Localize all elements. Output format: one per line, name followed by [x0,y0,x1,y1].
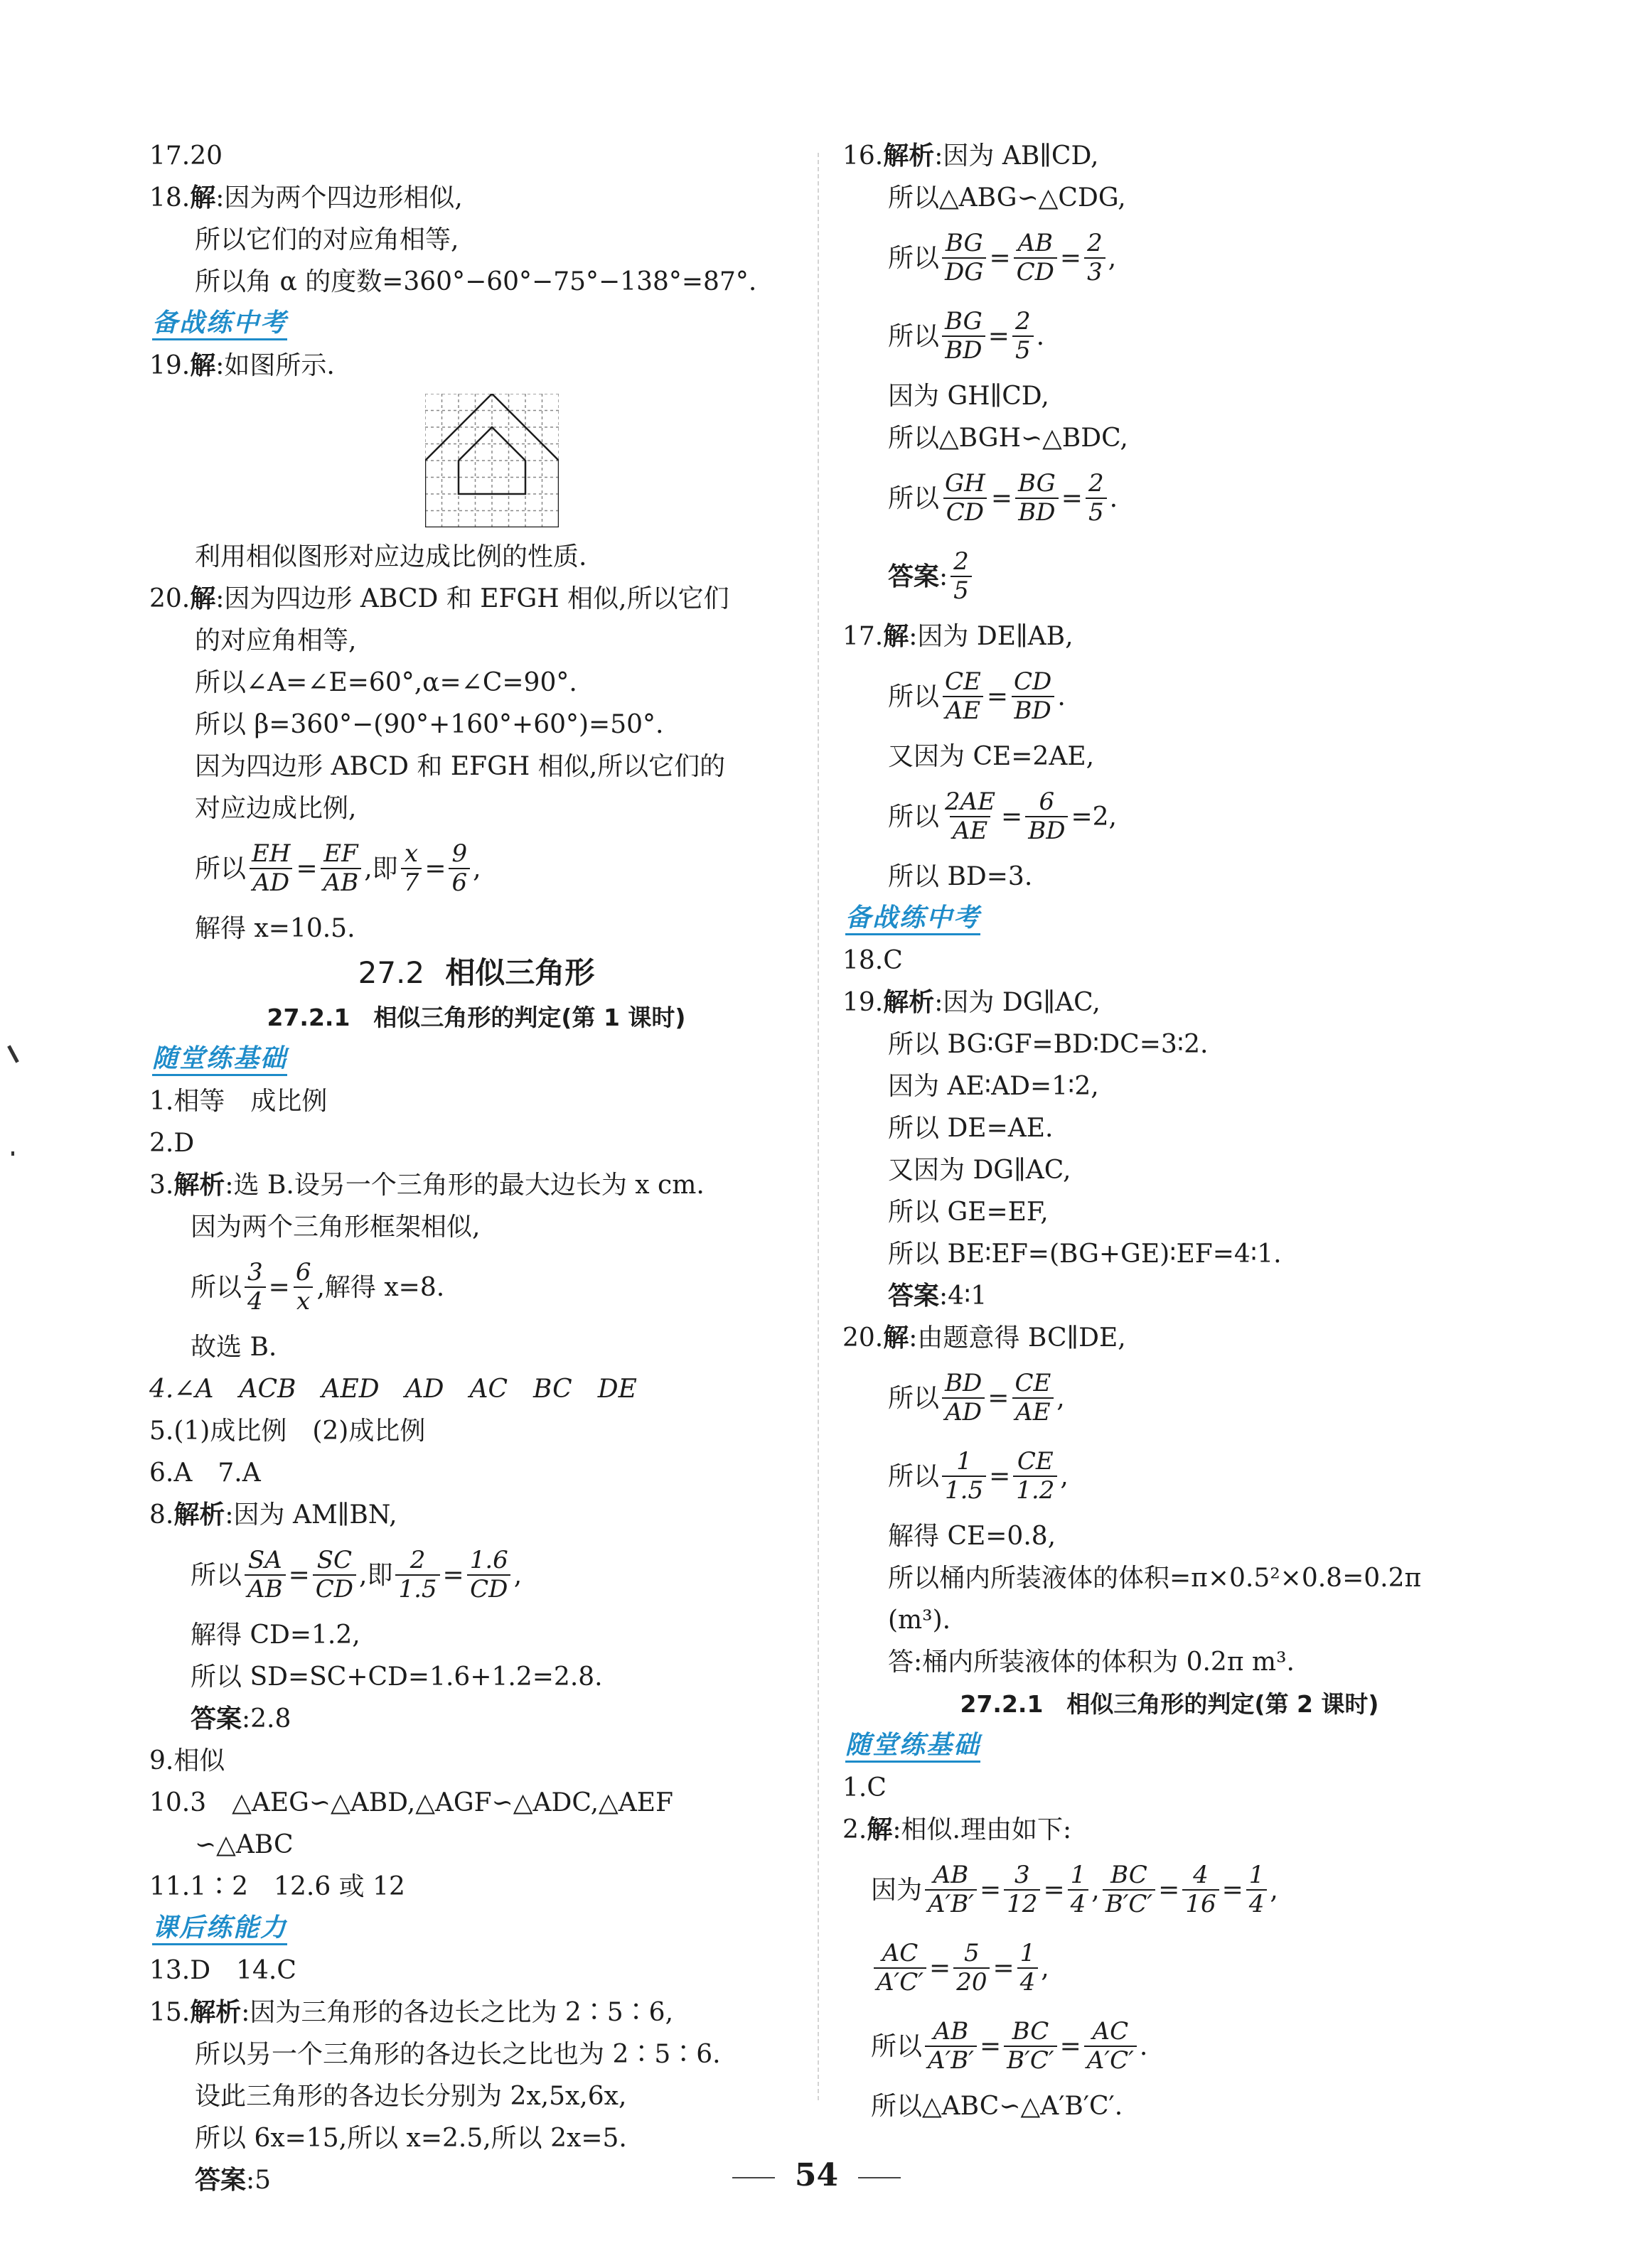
answer-18-line3: 所以角 α 的度数=360°−60°−75°−138°=87°. [195,267,757,296]
answer-r16-line6: 所以△BGH∽△BDC, [888,424,1128,453]
fraction: $\frac{GH}{CD}$ [942,470,988,527]
answer-r16-proportion1: 所以 $\frac{BG}{DG}$ = $\frac{AB}{CD}$ = $\frac{2}{3}$ , [888,228,1117,286]
question-8: 8.解析:因为 AM∥BN, [149,1500,397,1530]
answer-18: 18.解:因为两个四边形相似, [149,183,463,213]
question-10-line2: ∽△ABC [195,1830,294,1859]
question-15-line4: 所以 6x=15,所以 x=2.5,所以 2x=5. [195,2124,627,2153]
fraction: $\frac{2}{5}$ [1012,308,1034,365]
section-heading-basic: 随堂练基础 [152,1044,287,1076]
fraction: $\frac{1}{1.5}$ [942,1448,986,1505]
answer-r17: 17.解:因为 DE∥AB, [842,622,1074,651]
answer-20-line3: 所以∠A=∠E=60°,α=∠C=90°. [195,668,577,697]
question-8-line4: 所以 SD=SC+CD=1.6+1.2=2.8. [191,1662,603,1692]
question-8-line3: 解得 CD=1.2, [191,1621,360,1650]
answer-r19-line3: 因为 AE∶AD=1∶2, [888,1072,1099,1101]
fraction: $\frac{SA}{AB}$ [245,1547,286,1603]
answer-r19-answer: 答案:4∶1 [888,1281,987,1311]
question-15-line3: 设此三角形的各边长分别为 2x,5x,6x, [195,2082,627,2111]
answer-r17-line3: 又因为 CE=2AE, [888,742,1095,771]
answer-r19-line7: 所以 BE∶EF=(BG+GE)∶EF=4∶1. [888,1240,1282,1269]
fraction: $\frac{BD}{AD}$ [942,1370,985,1426]
fraction: $\frac{EH}{AD}$ [249,840,293,897]
question-s1: 1.C [842,1773,887,1802]
question-3-proportion: 所以 $\frac{3}{4}$ = $\frac{6}{x}$ ,解得 x=8. [191,1257,445,1316]
fraction: $\frac{AC}{A'C'}$ [874,1940,926,1996]
question-1: 1.相等 成比例 [149,1087,328,1116]
answer-20-line5: 因为四边形 ABCD 和 EFGH 相似,所以它们的 [195,752,726,781]
fraction: $\frac{6}{BD}$ [1025,788,1068,845]
fraction: $\frac{CE}{1.2}$ [1013,1448,1057,1505]
similar-pentagon-figure [425,394,559,527]
fraction: $\frac{BC}{B'C'}$ [1004,2018,1056,2075]
answer-r20: 20.解:由题意得 BC∥DE, [842,1323,1126,1353]
answer-r16-line5: 因为 GH∥CD, [888,382,1049,411]
scan-mark [7,1045,19,1063]
fraction: $\frac{2AE}{AE}$ [945,787,996,845]
fraction: $\frac{AB}{CD}$ [1014,230,1057,286]
fraction: $\frac{AB}{A'B'}$ [925,1861,977,1918]
question-3: 3.解析:选 B.设另一个三角形的最大边长为 x cm. [149,1171,705,1200]
answer-r16-answer: 答案 : $\frac{2}{5}$ [842,537,1497,616]
answer-r17-result: 所以 BD=3. [888,862,1033,891]
question-6-7: 6.A 7.A [149,1458,261,1488]
answer-r20-line7: 答:桶内所装液体的体积为 0.2π m³. [888,1648,1295,1677]
answer-19-note: 利用相似图形对应边成比例的性质. [195,542,587,571]
column-divider [818,153,819,2100]
fraction: $\frac{3}{12}$ [1004,1861,1040,1918]
answer-20: 20.解:因为四边形 ABCD 和 EFGH 相似,所以它们 [149,584,729,613]
fraction: $\frac{AC}{A'C'}$ [1084,2018,1137,2075]
question-9: 9.相似 [149,1746,225,1775]
answer-r20-line5: 所以桶内所装液体的体积=π×0.5²×0.8=0.2π [888,1564,1422,1593]
fraction: $\frac{BG}{BD}$ [942,308,985,365]
lesson-heading-2: 27.2.1 相似三角形的判定(第 2 课时) [960,1690,1379,1718]
question-s2-conclusion-ratios: 所以 $\frac{AB}{A'B'}$ = $\frac{BC}{B'C'}$ = $\frac{AC}{A'C'}$ . [871,2016,1148,2075]
chapter-heading: 27.2 相似三角形 [358,955,595,990]
fraction: $\frac{5}{20}$ [953,1940,990,1996]
answer-r17-proportion2: 所以 $\frac{2AE}{AE}$ = $\frac{6}{BD}$ =2, [888,787,1117,845]
question-15-line2: 所以另一个三角形的各边长之比也为 2∶5∶6. [195,2040,721,2069]
fraction: $\frac{CD}{BD}$ [1011,668,1054,725]
fraction: $\frac{2}{1.5}$ [395,1547,439,1603]
section-heading-exam: 备战练中考 [152,308,287,340]
fraction: $\frac{4}{16}$ [1182,1861,1219,1918]
answer-r19-line6: 所以 GE=EF, [888,1198,1049,1227]
answer-20-proportion: 所以 $\frac{EH}{AD}$ = $\frac{EF}{AB}$ ,即 $\frac{x}{7}$ = $\frac{9}{6}$ , [195,839,481,897]
fraction: $\frac{2}{5}$ [1086,470,1107,527]
fraction: $\frac{SC}{CD}$ [313,1547,356,1603]
fraction: $\frac{BG}{BD}$ [1015,470,1059,527]
fraction: $\frac{9}{6}$ [449,840,470,897]
question-3-choice: 故选 B. [191,1333,277,1362]
answer-r20-proportion: 所以 $\frac{BD}{AD}$ = $\frac{CE}{AE}$ , [888,1368,1065,1426]
question-8-answer: 答案:2.8 [191,1704,291,1734]
fraction: $\frac{6}{x}$ [293,1259,314,1316]
fraction: $\frac{EF}{AB}$ [321,840,362,897]
question-8-proportion: 所以 $\frac{SA}{AB}$ = $\frac{SC}{CD}$ ,即 $\frac{2}{1.5}$ = $\frac{1.6}{CD}$ , [191,1545,523,1603]
question-3-line2: 因为两个三角形框架相似, [191,1213,481,1242]
scan-dot [11,1151,14,1156]
fraction: $\frac{BC}{B'C'}$ [1103,1861,1155,1918]
lesson-heading: 27.2.1 相似三角形的判定(第 1 课时) [267,1004,686,1031]
answer-20-line6: 对应边成比例, [195,794,357,823]
answer-r19-line5: 又因为 DG∥AC, [888,1156,1071,1185]
fraction: $\frac{1}{4}$ [1017,1940,1039,1996]
grid-figure [149,394,803,527]
fraction: $\frac{CE}{AE}$ [1012,1370,1054,1426]
answer-r20-line6: (m³). [888,1606,951,1635]
question-s2-ratios: 因为 $\frac{AB}{A'B'}$ = $\frac{3}{12}$ = $\frac{1}{4}$ , $\frac{BC}{B'C'}$ = $\frac{4}{16}$ = $\frac{1}{4}$ , [871,1860,1278,1918]
section-heading-after-class: 课后练能力 [152,1913,287,1945]
question-11-12: 11.1∶2 12.6 或 12 [149,1872,405,1901]
question-4: 4.∠A ACB AED AD AC BC DE [149,1375,637,1404]
answer-r20-proportion2: 所以 $\frac{1}{1.5}$ = $\frac{CE}{1.2}$ , [888,1446,1069,1505]
fraction: $\frac{CE}{AE}$ [942,668,984,725]
answer-20-line2: 的对应角相等, [195,626,357,655]
answer-r20-line4: 解得 CE=0.8, [888,1522,1056,1551]
right-column [842,135,1497,2127]
fraction: $\frac{1}{4}$ [1068,1861,1089,1918]
fraction: $\frac{2}{5}$ [951,548,972,605]
answer-r19-line2: 所以 BG∶GF=BD∶DC=3∶2. [888,1030,1209,1059]
answer-r16-line2: 所以△ABG∽△CDG, [888,183,1126,213]
question-10: 10.3 △AEG∽△ABD,△AGF∽△ADC,△AEF [149,1788,673,1817]
left-column [149,135,803,2201]
fraction: $\frac{AB}{A'B'}$ [925,2018,977,2075]
answer-r16-proportion3: 所以 $\frac{GH}{CD}$ = $\frac{BG}{BD}$ = $\frac{2}{5}$ . [888,468,1118,527]
fraction: $\frac{1}{4}$ [1246,1861,1268,1918]
answer-17: 17.20 [149,141,223,171]
fraction: $\frac{2}{3}$ [1084,230,1105,286]
fraction: $\frac{3}{4}$ [245,1259,266,1316]
answer-r16-proportion2: 所以 $\frac{BG}{BD}$ = $\frac{2}{5}$ . [888,306,1045,365]
section-heading-basic-2: 随堂练基础 [845,1731,980,1763]
answer-20-line4: 所以 β=360°−(90°+160°+60°)=50°. [195,710,664,739]
answer-r19: 19.解析:因为 DG∥AC, [842,988,1101,1017]
answer-18-line2: 所以它们的对应角相等, [195,225,459,254]
section-heading-exam-2: 备战练中考 [845,903,980,935]
fraction: $\frac{x}{7}$ [401,840,422,897]
question-13-14: 13.D 14.C [149,1956,296,1985]
fraction: $\frac{1.6}{CD}$ [467,1547,511,1603]
answer-20-result: 解得 x=10.5. [195,914,355,943]
question-s2-ratio-ac: $\frac{AC}{A'C'}$ = $\frac{5}{20}$ = $\frac{1}{4}$ , [842,1929,1497,2007]
question-5: 5.(1)成比例 (2)成比例 [149,1417,426,1446]
answer-r18: 18.C [842,946,903,975]
answer-r19-line4: 所以 DE=AE. [888,1114,1054,1143]
question-s2-conclusion: 所以△ABC∽△A′B′C′. [871,2092,1123,2121]
answer-19: 19.解:如图所示. [149,351,335,380]
question-s2: 2.解:相似.理由如下: [842,1815,1072,1844]
question-15: 15.解析:因为三角形的各边长之比为 2∶5∶6, [149,1998,674,2027]
page-number: 54 [0,2157,1633,2193]
fraction: $\frac{BG}{DG}$ [942,230,986,286]
question-15-answer: 答案:5 [195,2166,272,2195]
answer-r16: 16.解析:因为 AB∥CD, [842,141,1099,171]
question-2: 2.D [149,1129,195,1158]
answer-r17-proportion: 所以 $\frac{CE}{AE}$ = $\frac{CD}{BD}$ . [888,667,1066,725]
